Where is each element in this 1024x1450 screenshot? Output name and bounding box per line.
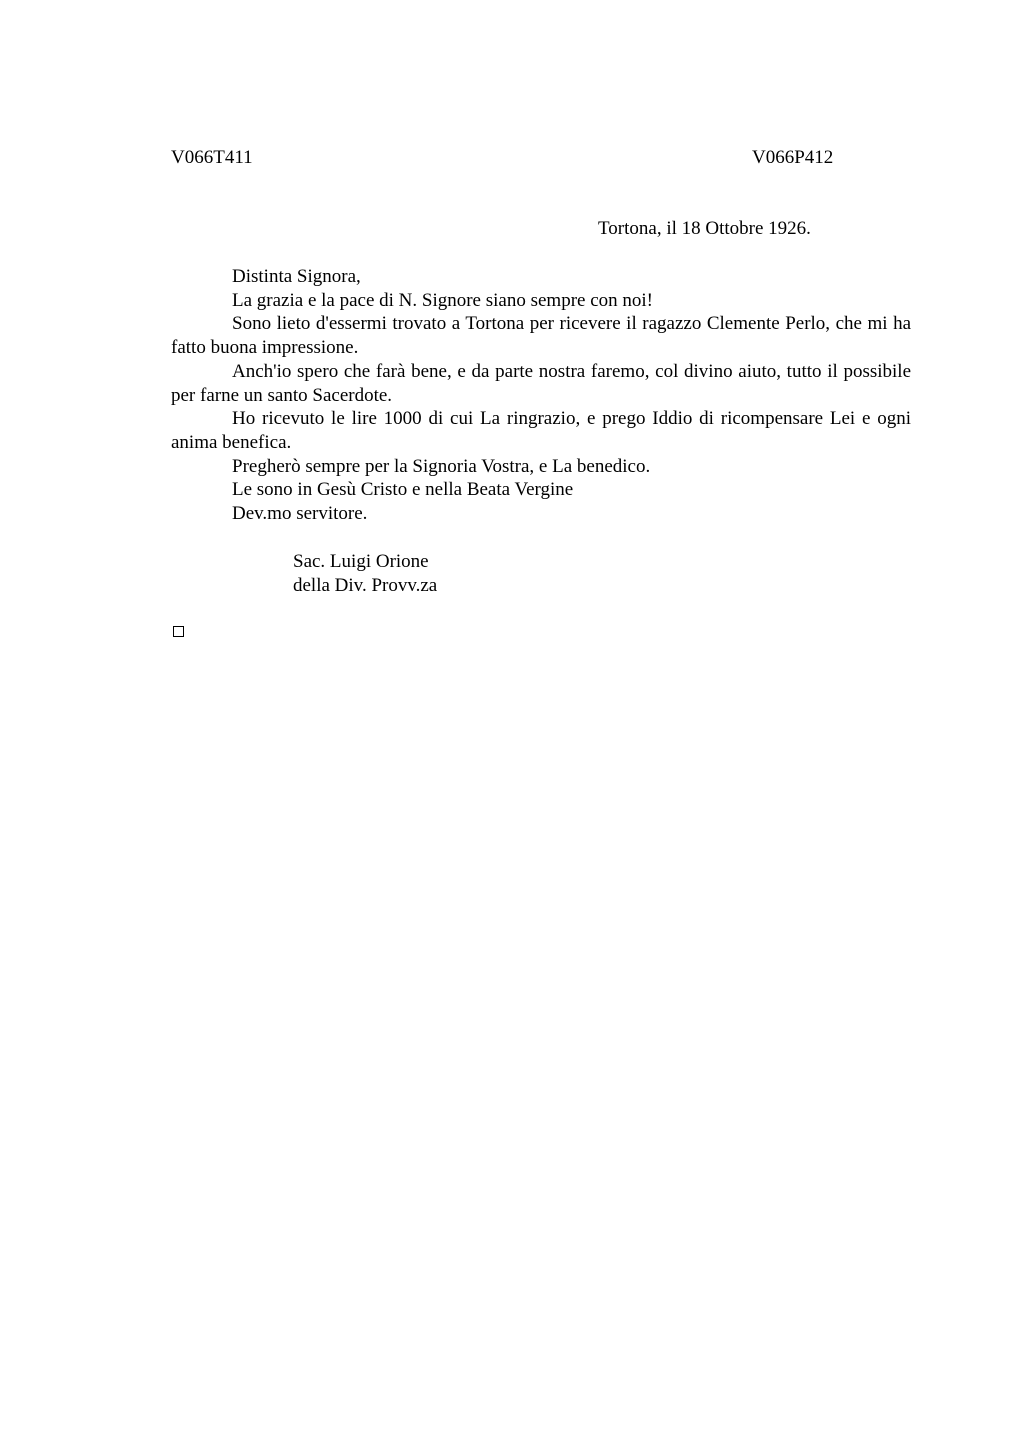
letter-paragraph-4: Ho ricevuto le lire 1000 di cui La ringrazio, e prego Iddio di ricompensare Lei e ogni anima benefica. [171, 408, 911, 453]
letter-paragraph-3: Anch'io spero che farà bene, e da parte nostra faremo, col divino aiuto, tutto il possibile per farne un santo Sacerdote. [171, 360, 911, 406]
letter-paragraph-2: Sono lieto d'essermi trovato a Tortona per ricevere il ragazzo Clemente Perlo, che mi ha fatto buona impressione. [171, 313, 911, 359]
signature-name: Sac. Luigi Orione [293, 551, 429, 572]
salutation: Distinta Signora, [232, 266, 361, 287]
place-date: Tortona, il 18 Ottobre 1926. [598, 218, 811, 239]
signature-block [293, 550, 437, 598]
letter-paragraph-6: Le sono in Gesù Cristo e nella Beata Vergine [232, 479, 574, 501]
letter-paragraph-1: La grazia e la pace di N. Signore siano sempre con noi! [232, 289, 654, 311]
document-code-left: V066T411 [171, 147, 253, 168]
checkbox-square-icon [173, 626, 184, 637]
signature-title: della Div. Provv.za [293, 575, 438, 596]
letter-paragraph-5: Pregherò sempre per la Signoria Vostra, e La benedico. [232, 455, 651, 477]
letter-body [171, 265, 911, 526]
document-code-right: V066P412 [752, 147, 834, 168]
letter-paragraph-7: Dev.mo servitore. [232, 503, 368, 525]
